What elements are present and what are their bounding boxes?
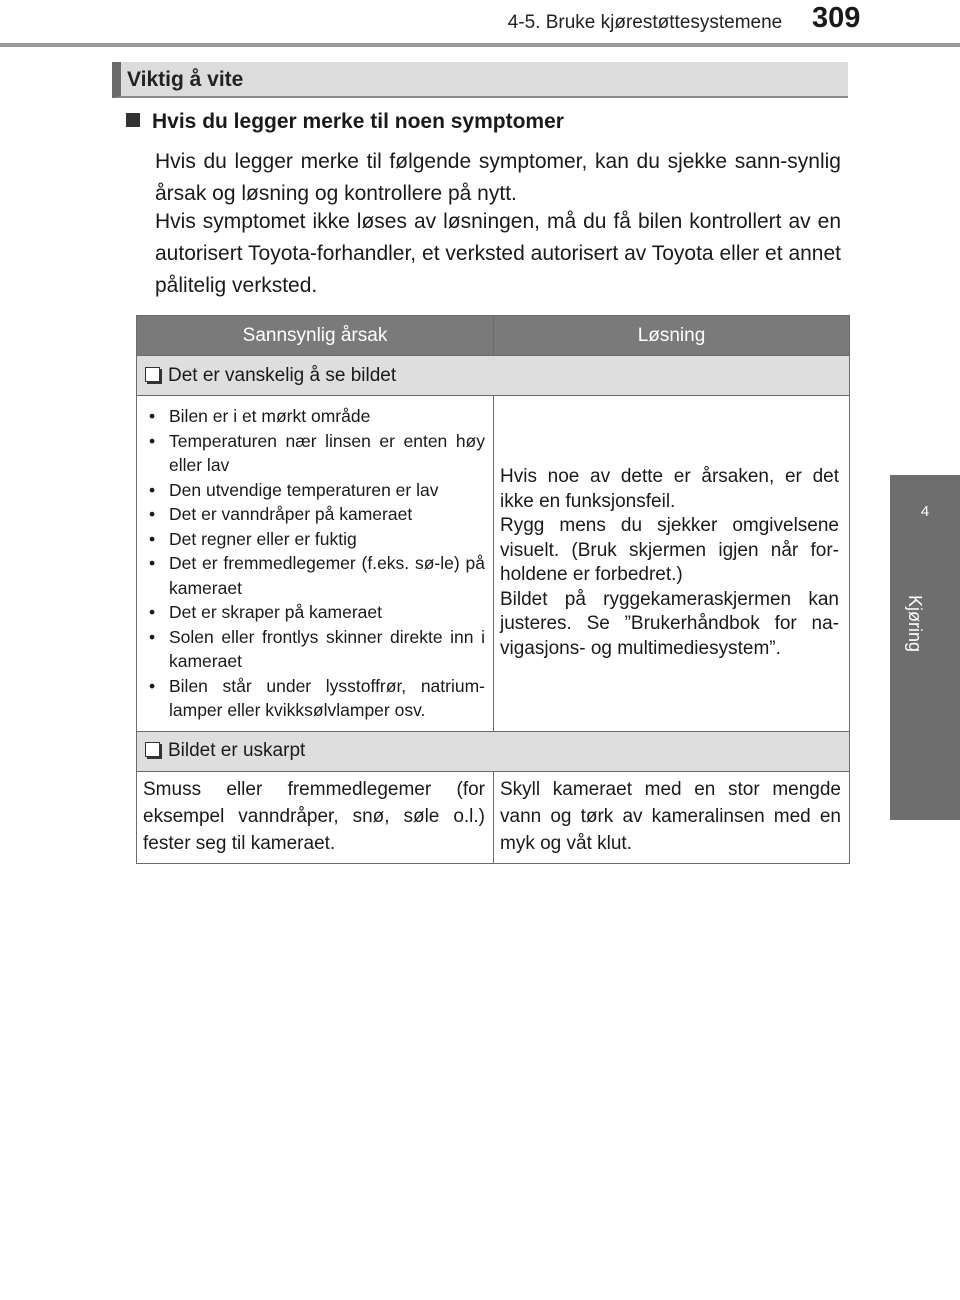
chapter-label: Kjøring	[905, 595, 925, 653]
cause-cell: Smuss eller fremmedlegemer (for eksempel vanndråper, snø, søle o.l.) fester seg til kameraet.	[137, 771, 494, 863]
column-header-cause: Sannsynlig årsak	[137, 316, 494, 356]
section-title-text: Hvis du legger merke til noen symptomer	[152, 110, 564, 133]
table-header-row	[137, 316, 850, 356]
table-row	[137, 771, 850, 863]
page-number: 309	[812, 2, 861, 34]
table-row	[137, 396, 850, 732]
solution-cell: Skyll kameraet med en stor mengde vann og tørk av kameralinsen med en myk og våt klut.	[494, 771, 850, 863]
list-item: • Solen eller frontlys skinner direkte inn i kameraet	[145, 625, 485, 674]
cause-list	[145, 404, 485, 723]
category-label: Bildet er uskarpt	[168, 740, 306, 761]
category-cell	[137, 731, 850, 771]
troubleshooting-table	[136, 315, 850, 864]
cause-cell	[137, 396, 494, 732]
list-item: • Bilen står under lysstoffrør, natrium-lamper eller kvikksølvlamper osv.	[145, 674, 485, 723]
solution-cell	[494, 396, 850, 732]
header-section-title: 4-5. Bruke kjørestøttesystemene	[507, 12, 783, 33]
list-item: • Bilen er i et mørkt område	[145, 404, 485, 429]
solution-text: Bildet på ryggekameraskjermen kan justeres. Se ”Brukerhåndbok for na-vigasjons- og multimediesystem”.	[500, 588, 839, 659]
chapter-side-tab	[890, 475, 960, 820]
square-bullet-icon	[126, 113, 140, 127]
category-cell	[137, 356, 850, 396]
chapter-number: 4	[920, 503, 930, 520]
paragraph: Hvis symptomet ikke løses av løsningen, må du få bilen kontrollert av en autorisert Toyota-forhandler, et verksted autorisert av Toyota eller et annet pålitelig verksted.	[155, 210, 841, 297]
checkbox-icon	[145, 742, 160, 757]
section-title	[126, 110, 564, 134]
solution-text: Hvis noe av dette er årsaken, er det ikke en funksjonsfeil.	[500, 466, 839, 512]
table-category-row	[137, 356, 850, 396]
header-rule	[0, 43, 960, 47]
info-box-heading-text: Viktig å vite	[127, 68, 244, 91]
solution-text: Rygg mens du sjekker omgivelsene visuelt. (Bruk skjermen igjen når for-holdene er forbedret.)	[500, 515, 839, 586]
list-item: • Det er fremmedlegemer (f.eks. sø-le) på kameraet	[145, 551, 485, 600]
paragraph: Hvis du legger merke til følgende symptomer, kan du sjekke sann-synlig årsak og løsning og kontrollere på nytt.	[155, 150, 841, 205]
list-item: • Det er skraper på kameraet	[145, 600, 485, 625]
info-box-heading	[112, 62, 848, 98]
list-item: • Det regner eller er fuktig	[145, 527, 485, 552]
category-label: Det er vanskelig å se bildet	[168, 364, 397, 386]
list-item: • Den utvendige temperaturen er lav	[145, 478, 485, 503]
list-item: • Det er vanndråper på kameraet	[145, 502, 485, 527]
list-item: • Temperaturen nær linsen er enten høy eller lav	[145, 429, 485, 478]
column-header-solution: Løsning	[494, 316, 850, 356]
table-category-row	[137, 731, 850, 771]
checkbox-icon	[145, 367, 160, 382]
